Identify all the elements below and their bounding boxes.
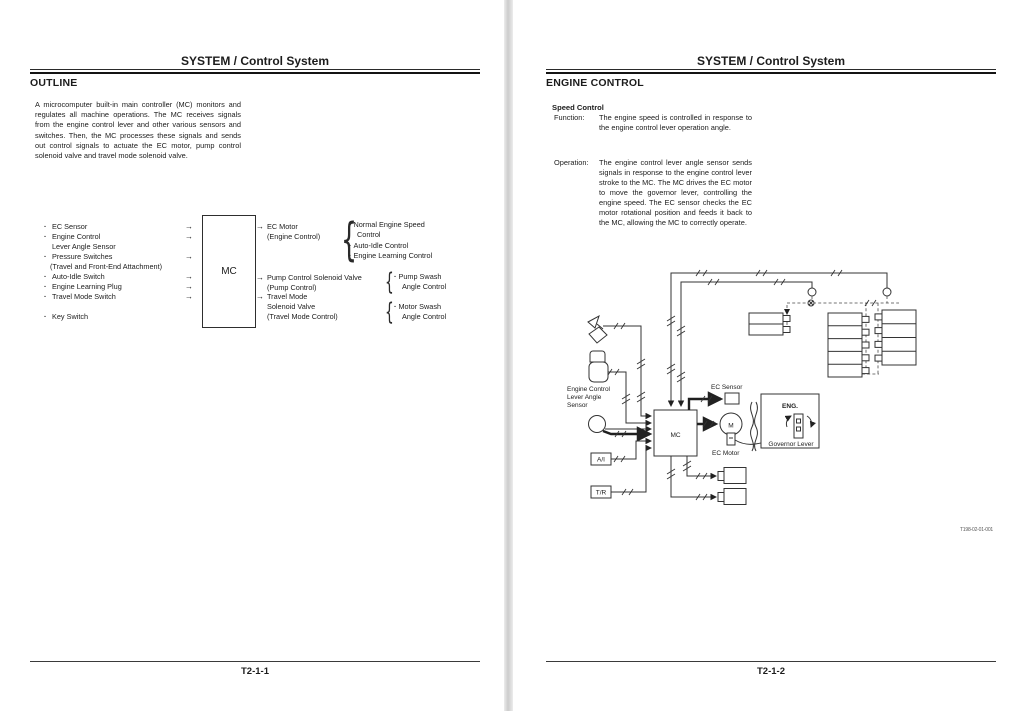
footer-rule [30, 661, 480, 662]
output-sublist: · Motor Swash Angle Control [394, 302, 452, 323]
mc-controller-symbol [654, 410, 697, 456]
diagram-input-row: ·Auto-Idle Switch [44, 273, 105, 282]
header-rule [30, 69, 480, 74]
lever-sensor-label-line2: Lever Angle [567, 394, 602, 401]
outline-intro-paragraph: A microcomputer built-in main controller (MC) monitors and regulates all machine operations. The MC receives signals from the engine control lever and other various sensors and switches. Then, the MC processes these signals and sends out control signals to actuate the EC motor, pump control solenoid valve and travel mode solenoid valve. [35, 100, 241, 161]
page-number: T2-1-2 [757, 666, 785, 677]
bullet-icon [44, 223, 52, 232]
arrow-right-icon [185, 283, 193, 292]
lever-sensor-label-line3: Sensor [567, 402, 588, 409]
arrow-right-icon [256, 223, 264, 232]
section-title-outline: OUTLINE [30, 77, 78, 89]
diagram-output-label: Travel Mode [267, 292, 308, 301]
arrow-right-icon [185, 293, 193, 302]
bullet-icon [44, 313, 52, 322]
operation-text: The engine control lever angle sensor sends signals in response to the engine control lever stroke to the MC. The MC drives the EC motor to move the governor lever, controlling the engine speed. The EC sensor checks the EC motor rotational position and feeds it back to the MC, allowing the MC to correctly operate. [599, 158, 752, 227]
page-number: T2-1-1 [241, 666, 269, 677]
ec-motor-label: EC Motor [712, 450, 740, 457]
mc-controller-box: MC [202, 215, 256, 328]
engine-control-lever-symbol [588, 316, 608, 433]
arrow-right-icon [185, 233, 193, 242]
bullet-icon [44, 253, 52, 262]
governor-lever-label: Governor Lever [768, 441, 814, 448]
header-rule [546, 69, 996, 74]
bullet-icon [44, 283, 52, 292]
page-right [513, 0, 1012, 711]
ec-sensor-symbol [689, 393, 739, 410]
engine-label: ENG. [782, 403, 798, 410]
diagram-input-row: ·Engine Control [44, 233, 100, 242]
diagram-input-row: ·Key Switch [44, 313, 88, 322]
diagram-output-label: (Pump Control) [267, 283, 317, 292]
mc-label: MC [670, 432, 681, 439]
page-left [0, 0, 504, 711]
relay-terminal-blocks [749, 296, 916, 377]
solenoid-valve-wires [671, 456, 746, 505]
arrow-right-icon [256, 293, 264, 302]
figure-reference: T198-02-01-001 [959, 527, 993, 533]
page-header-title: SYSTEM / Control System [696, 54, 846, 68]
brace-icon [385, 271, 394, 295]
arrow-right-icon [256, 274, 264, 283]
page-gap-divider [504, 0, 513, 711]
diagram-input-row: Lever Angle Sensor [52, 242, 116, 251]
travel-switch-symbol [591, 486, 611, 498]
travel-label: T/R [595, 489, 607, 497]
bullet-icon [44, 273, 52, 282]
function-label: Function: [554, 113, 585, 122]
mc-input-wires [603, 326, 651, 492]
diagram-output-label: (Engine Control) [267, 232, 321, 241]
diagram-input-row: ·Pressure Switches [44, 253, 112, 262]
diagram-input-row: ·EC Sensor [44, 223, 87, 232]
arrow-right-icon [185, 273, 193, 282]
diagram-output-label: EC Motor [267, 222, 298, 231]
page-header-title: SYSTEM / Control System [180, 54, 330, 68]
engine-symbol [761, 394, 819, 448]
ec-sensor-label: EC Sensor [711, 384, 743, 391]
arrow-right-icon [185, 223, 193, 232]
engine-control-schematic [551, 265, 1011, 550]
lever-angle-sensor-symbol [589, 416, 606, 433]
function-text: The engine speed is controlled in response to the engine control lever operation angle. [599, 113, 752, 132]
operation-label: Operation: [554, 158, 589, 167]
bullet-icon [44, 293, 52, 302]
bullet-icon [44, 233, 52, 242]
output-sublist: · Normal Engine Speed Control · Auto-Idle Control · Engine Learning Control [349, 220, 437, 261]
diagram-output-label: (Travel Mode Control) [267, 312, 338, 321]
diagram-output-label: Pump Control Solenoid Valve [267, 273, 362, 282]
diagram-input-row: (Travel and Front-End Attachment) [50, 262, 163, 271]
arrow-right-icon [185, 253, 193, 262]
diagram-input-row: ·Travel Mode Switch [44, 293, 116, 302]
diagram-input-row: ·Engine Learning Plug [44, 283, 122, 292]
lever-sensor-label-line1: Engine Control [567, 386, 610, 393]
speed-control-heading: Speed Control [552, 103, 604, 112]
diagram-output-label: Solenoid Valve [267, 302, 316, 311]
motor-m-label: M [728, 422, 734, 430]
output-sublist: · Pump Swash Angle Control [394, 272, 452, 293]
section-title-engine-control: ENGINE CONTROL [546, 77, 644, 89]
auto-idle-switch-symbol [591, 453, 611, 465]
footer-rule [546, 661, 996, 662]
auto-idle-label: A/I [597, 456, 605, 464]
brace-icon [385, 301, 394, 325]
